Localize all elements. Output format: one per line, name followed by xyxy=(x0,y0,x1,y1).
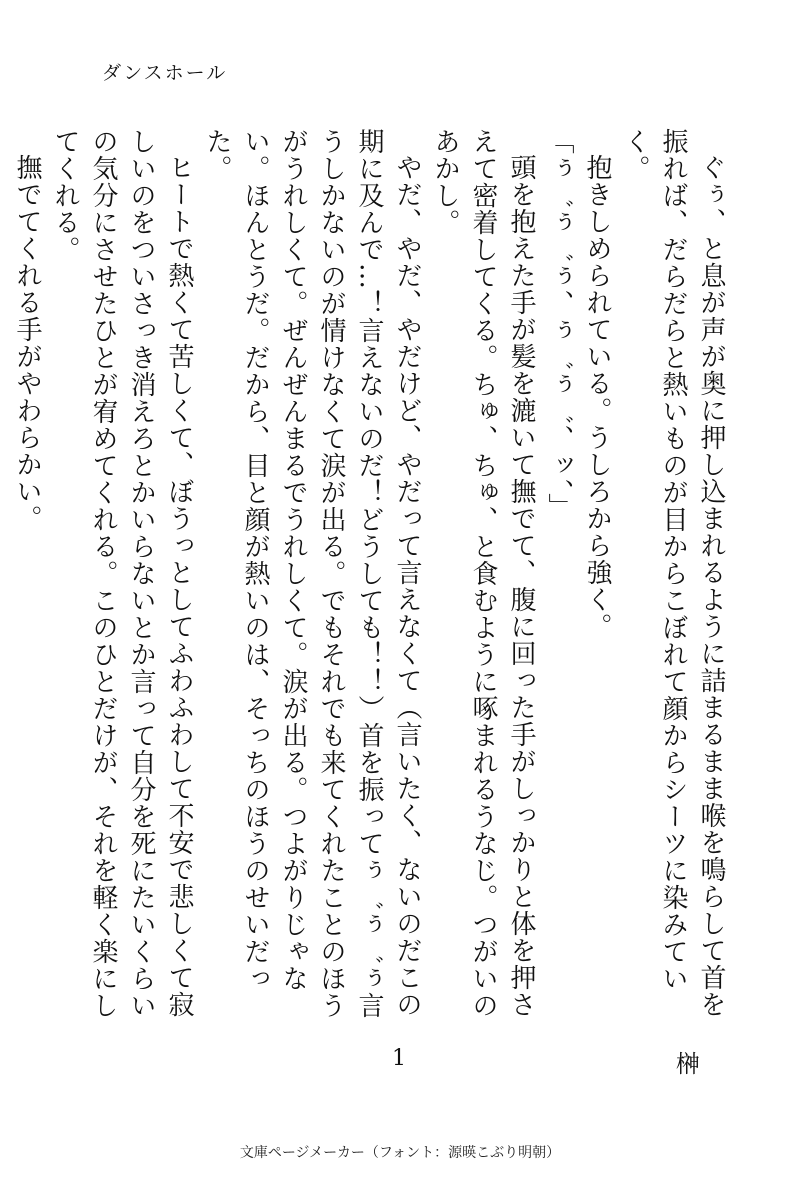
page-number: 1 xyxy=(392,1046,406,1071)
paragraph: ぐぅ、と息が声が奥に押し込まれるように詰まるまま喉を鳴らして首を振れば、だらだらと熱いものが目からこぼれて顔からシーツに染みていく。 xyxy=(620,128,726,1018)
footer-credit: 文庫ページメーカー（フォント：源暎こぶり明朝） xyxy=(239,1145,561,1161)
page-header-title: ダンスホール xyxy=(102,62,228,84)
paragraph: 抱きしめられている。うしろから強く。 xyxy=(582,154,612,640)
paragraph: ヒートで熱くて苦しくて、ぼうっとしてふわふわして不安で悲しくて寂しいのをついさっき消えろとかいらないとか言って自分を死にたいくらいの気分にさせたひとが宥めてくれる。このひとだけが、それを軽く楽にしてくれる。 xyxy=(50,128,194,1019)
paragraph: やだ、やだ、やだけど、やだって言えなくて（言いたく、ないのだこの期に及んで…！言えないのだ！どうしても！！）首を振ってぅ゛ぅ゛ぅ言うしかないのが情けなくて涙が出る。でもそれでも来てくれたことのほうがうれしくて。ぜんぜんまるでうれしくて。涙が出る。つよがりじゃない。ほんとうだ。だから、目と顔が熱いのは、そっちのほうのせいだった。 xyxy=(202,128,422,1019)
dialogue-line: 「ぅ゛ぅ゛ぅ、ぅ゛ぅ゛、ッ、」 xyxy=(544,128,574,520)
vertical-body-text xyxy=(8,128,730,1028)
author-name: 榊 xyxy=(676,1050,700,1078)
paragraph: 撫でてくれる手がやわらかい。 xyxy=(12,154,42,532)
paragraph: 頭を抱えた手が髪を漉いて撫でて、腹に回った手がしっかりと体を押さえて密着してくる。ちゅ、ちゅ、と食むように啄まれるうなじ。つがいのあかし。 xyxy=(430,128,536,1019)
